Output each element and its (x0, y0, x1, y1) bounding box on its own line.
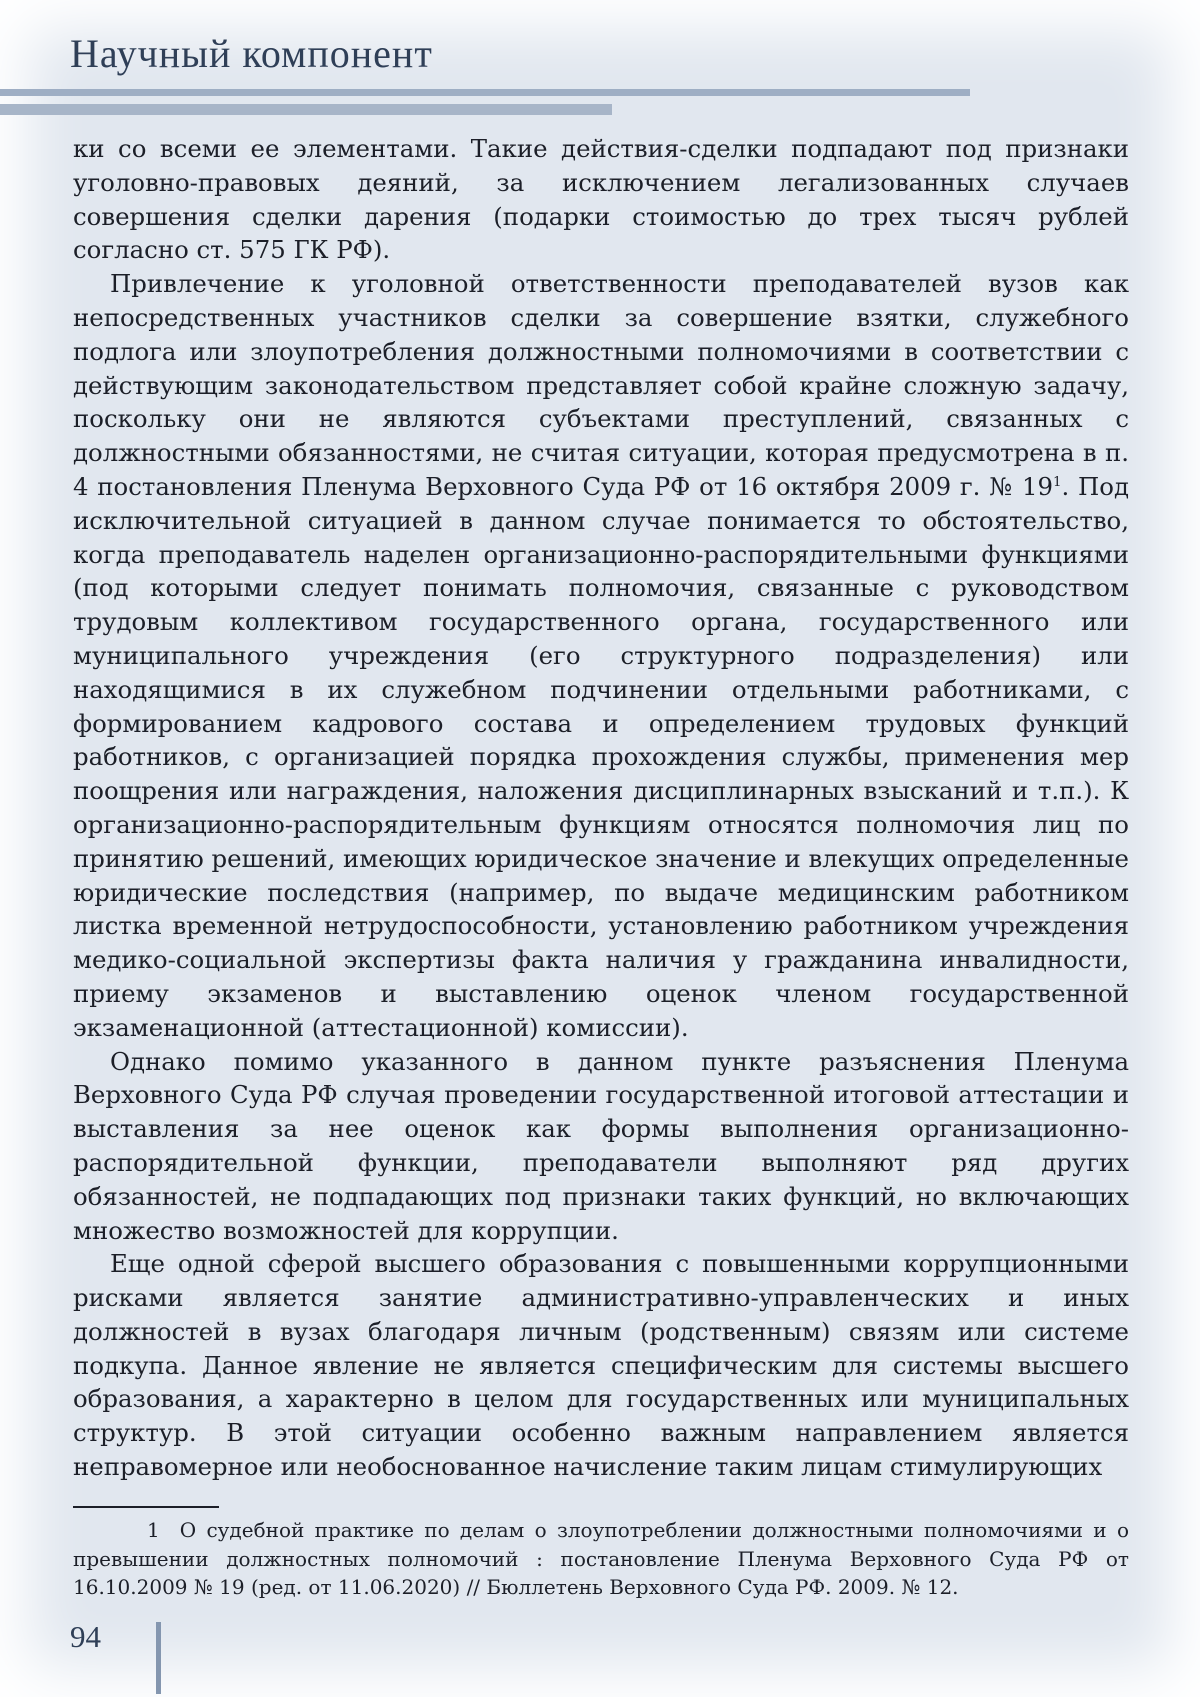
footnote-number: 1 (110, 1516, 160, 1545)
page-number-rule (156, 1622, 161, 1694)
page-number: 94 (70, 1619, 101, 1655)
paragraph-2 (73, 267, 1129, 1044)
footnote-reference[interactable]: 1 (1053, 475, 1062, 490)
journal-page (0, 0, 1200, 1697)
footnote-text: О судебной практике по делам о злоупотреблении должностными полномочиями и о превышении должностных полномочий : постановление Пленума Верховного Суда РФ от 16.10.2009 № 19 (ред. от 11.06.2020) // Бюллетень Верховного Суда РФ. 2009. № 12. (73, 1518, 1129, 1599)
header-rule-top (0, 89, 970, 96)
article-body (73, 132, 1129, 1484)
header-rule-bottom (0, 104, 612, 115)
footnote (73, 1516, 1129, 1602)
paragraph-2-part-1: Привлечение к уголовной ответственности преподавателей вузов как непосредственных участников сделки за совершение взятки, служебного подлога или злоупотребления должностными полномочиями в соответствии с действующим законодательством представляет собой крайне сложную задачу, поскольку они не являются субъектами преступлений, связанных с должностными обязанностями, не считая ситуации, которая предусмотрена в п. 4 постановления Пленума Верховного Суда РФ от 16 октября 2009 г. № 19 (73, 269, 1129, 501)
paragraph-4: Еще одной сферой высшего образования с повышенными коррупционными рисками является занятие административно-управленческих и иных должностей в вузах благодаря личным (родственным) связям или системе подкупа. Данное явление не является специфическим для системы высшего образования, а характерно в целом для государственных или муниципальных структур. В этой ситуации особенно важным направлением является неправомерное или необоснованное начисление таким лицам стимулирующих (73, 1247, 1129, 1484)
paragraph-2-part-2: . Под исключительной ситуацией в данном случае понимается то обстоятельство, когда преподаватель наделен организационно-распорядительными функциями (под которыми следует понимать полномочия, связанные с руководством трудовым коллективом государственного органа, государственного или муниципального учреждения (его структурного подразделения) или находящимися в их служебном подчинении отдельными работниками, с формированием кадрового состава и определением трудовых функций работников, с организацией порядка прохождения службы, применения мер поощрения или награждения, наложения дисциплинарных взысканий и т.п.). К организационно-распорядительным функциям относятся полномочия лиц по принятию решений, имеющих юридическое значение и влекущих определенные юридические последствия (например, по выдаче медицинским работником листка временной нетрудоспособности, установлению работником учреждения медико-социальной экспертизы факта наличия у гражданина инвалидности, приему экзаменов и выставлению оценок членом государственной экзаменационной (аттестационной) комиссии). (73, 472, 1129, 1042)
footnote-separator (73, 1506, 219, 1508)
paragraph-3: Однако помимо указанного в данном пункте разъяснения Пленума Верховного Суда РФ случая проведении государственной итоговой аттестации и выставления за нее оценок как формы выполнения организационно-распорядительной функции, преподаватели выполняют ряд других обязанностей, не подпадающих под признаки таких функций, но включающих множество возможностей для коррупции. (73, 1045, 1129, 1248)
section-title: Научный компонент (70, 30, 433, 77)
paragraph-1: ки со всеми ее элементами. Такие действия-сделки подпадают под признаки уголовно-правовых деяний, за исключением легализованных случаев совершения сделки дарения (подарки стоимостью до трех тысяч рублей согласно ст. 575 ГК РФ). (73, 132, 1129, 267)
